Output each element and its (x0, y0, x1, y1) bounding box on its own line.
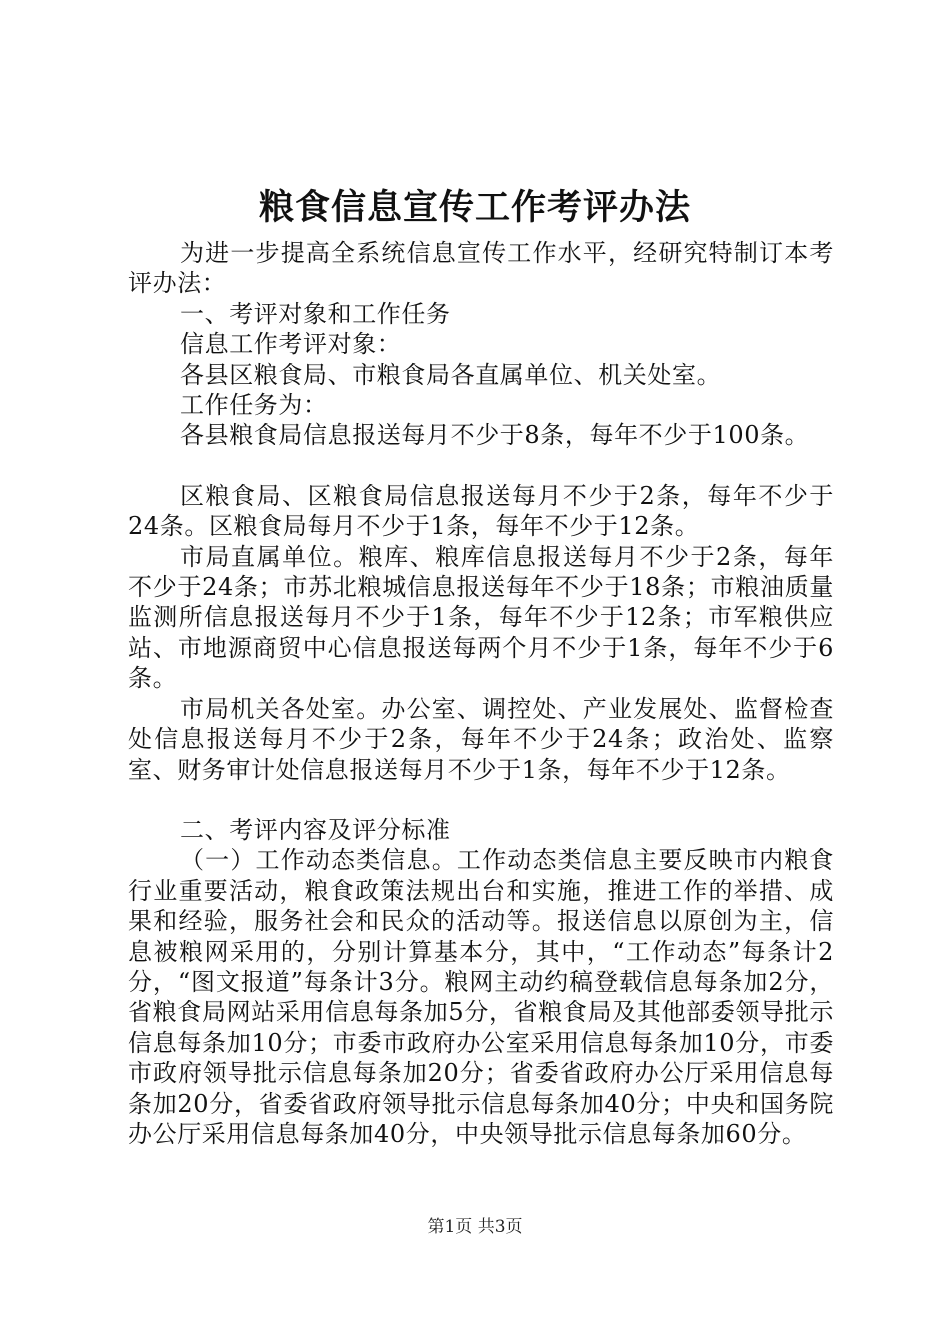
paragraph-direct-units-task: 市局直属单位。粮库、粮库信息报送每月不少于2条，每年不少于24条；市苏北粮城信息报送每年不少于18条；市粮油质量监测所信息报送每月不少于1条，每年不少于12条；市军粮供应站、市地源商贸中心信息报送每两个月不少于1条，每年不少于6条。 (128, 542, 834, 693)
section-heading-1: 一、考评对象和工作任务 (180, 299, 451, 328)
paragraph-work-dynamics: （一）工作动态类信息。工作动态类信息主要反映市内粮食行业重要活动，粮食政策法规出台和实施，推进工作的举措、成果和经验，服务社会和民众的活动等。报送信息以原创为主，信息被粮网采用的，分别计算基本分，其中，“工作动态”每条计2分，“图文报道”每条计3分。粮网主动约稿登载信息每条加2分，省粮食局网站采用信息每条加5分，省粮食局及其他部委领导批示信息每条加10分；市委市政府办公室采用信息每条加10分，市委市政府领导批示信息每条加20分；省委省政府办公厅采用信息每条加20分，省委省政府领导批示信息每条加40分；中央和国务院办公厅采用信息每条加40分，中央领导批示信息每条加60分。 (128, 846, 834, 1148)
paragraph-county-task: 各县粮食局信息报送每月不少于8条，每年不少于100条。 (180, 421, 810, 450)
section-heading-2: 二、考评内容及评分标准 (180, 815, 451, 844)
paragraph-target-label: 信息工作考评对象： (180, 330, 402, 359)
paragraph-district-task: 区粮食局、区粮食局信息报送每月不少于2条，每年不少于24条。区粮食局每月不少于1条，每年不少于12条。 (128, 481, 834, 541)
document-title: 粮食信息宣传工作考评办法 (258, 187, 691, 228)
paragraph-departments-task: 市局机关各处室。办公室、调控处、产业发展处、监督检查处信息报送每月不少于2条，每年不少于24条；政治处、监察室、财务审计处信息报送每月不少于1条，每年不少于12条。 (128, 694, 834, 784)
document-body (128, 238, 834, 1149)
paragraph-task-label: 工作任务为： (180, 391, 328, 420)
page-footer: 第1页 共3页 (427, 1217, 523, 1237)
paragraph-target-units: 各县区粮食局、市粮食局各直属单位、机关处室。 (180, 360, 722, 389)
paragraph-intro: 为进一步提高全系统信息宣传工作水平，经研究特制订本考评办法： (128, 239, 834, 298)
